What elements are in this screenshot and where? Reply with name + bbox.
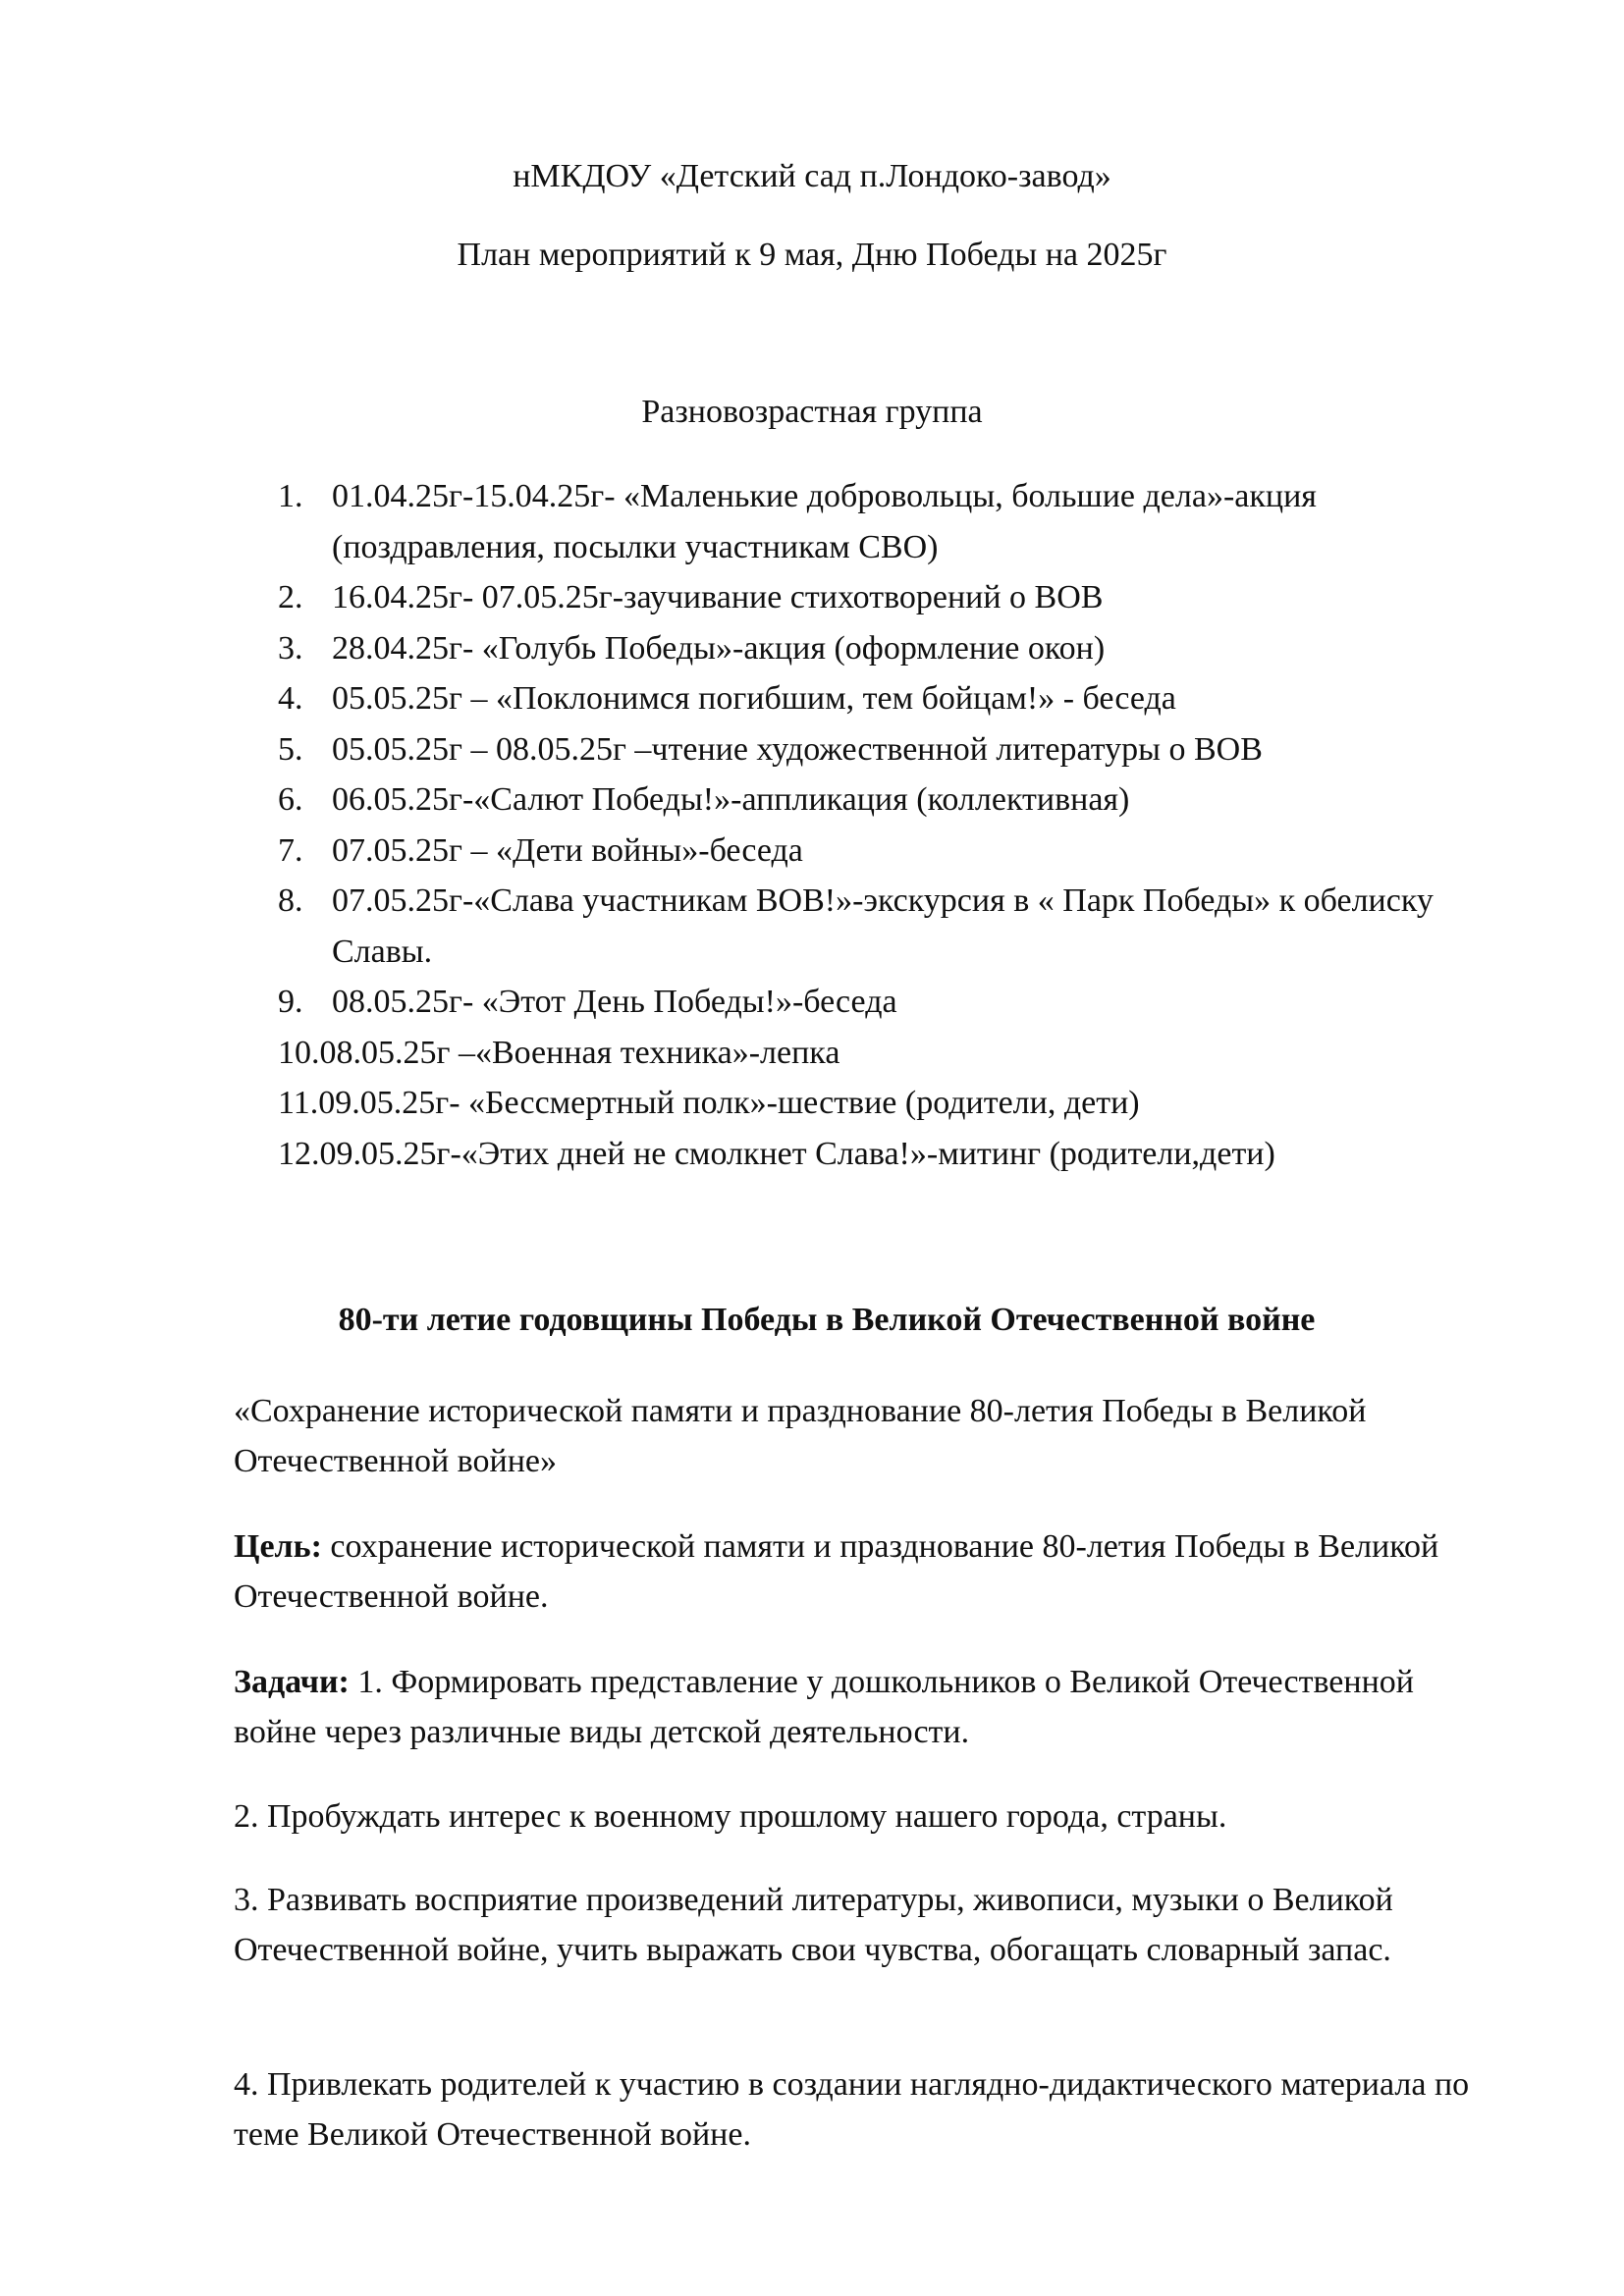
event-text: 16.04.25г- 07.05.25г-заучивание стихотворений о ВОВ — [332, 579, 1104, 615]
section-subtitle: «Сохранение исторической памяти и празднование 80-летия Победы в Великой Отечественной войне» — [234, 1393, 1367, 1479]
event-number: 5. — [278, 730, 303, 768]
event-number: 9. — [278, 984, 303, 1020]
organization-name: нМКДОУ «Детский сад п.Лондоко-завод» — [513, 158, 1111, 194]
event-text: 05.05.25г – 08.05.25г –чтение художественной литературы о ВОВ — [332, 730, 1263, 768]
event-text: 06.05.25г-«Салют Победы!»-аппликация (коллективная) — [332, 781, 1130, 818]
event-text: 01.04.25г-15.04.25г- «Маленькие добровольцы, большие дела»-акция (поздравления, посылки участникам СВО) — [332, 478, 1317, 565]
event-number: 3. — [278, 629, 303, 667]
goal-text: сохранение исторической памяти и празднование 80-летия Победы в Великой Отечественной войне. — [234, 1528, 1439, 1615]
event-text: 09.05.25г-«Этих дней не смолкнет Слава!»-митинг (родители,дети) — [319, 1135, 1275, 1172]
event-item — [0, 673, 1624, 724]
task-4-paragraph: 4. Привлекать родителей к участию в создании наглядно-дидактического материала по теме Великой Отечественной войне. — [234, 2066, 1470, 2153]
event-number: 4. — [278, 680, 303, 717]
event-number: 11. — [278, 1085, 319, 1121]
event-number: 1. — [278, 478, 303, 514]
event-item — [0, 572, 1624, 623]
event-item — [0, 977, 1624, 1028]
event-item — [0, 826, 1624, 877]
event-text: 07.05.25г-«Слава участникам ВОВ!»-экскурсия в « Парк Победы» к обелиску Славы. — [332, 882, 1434, 970]
task-3-paragraph: 3. Развивать восприятие произведений литературы, живописи, музыки о Великой Отечественной войне, учить выражать свои чувства, обогащать словарный запас. — [234, 1882, 1393, 1968]
event-item — [0, 471, 1624, 572]
event-number: 8. — [278, 882, 303, 919]
event-text: 05.05.25г – «Поклонимся погибшим, тем бойцам!» - беседа — [332, 680, 1176, 717]
event-text: 08.05.25г- «Этот День Победы!»-беседа — [332, 984, 897, 1020]
event-item — [0, 1028, 1624, 1079]
event-text: 28.04.25г- «Голубь Победы»-акция (оформление окон) — [332, 629, 1106, 667]
event-number: 2. — [278, 579, 303, 615]
event-item — [0, 1078, 1624, 1129]
event-text: 08.05.25г –«Военная техника»-лепка — [319, 1034, 840, 1071]
event-item — [0, 876, 1624, 977]
event-number: 10. — [278, 1034, 320, 1071]
event-item — [0, 623, 1624, 674]
event-item — [0, 1129, 1624, 1180]
plan-title: План мероприятий к 9 мая, Дню Победы на 2025г — [457, 237, 1167, 273]
task-1-text: 1. Формировать представление у дошкольников о Великой Отечественной войне через различные виды детской деятельности. — [234, 1664, 1414, 1750]
event-number: 6. — [278, 781, 303, 818]
events-list — [0, 471, 1624, 1179]
group-name: Разновозрастная группа — [641, 394, 983, 430]
event-number: 7. — [278, 831, 303, 869]
event-number: 12. — [278, 1135, 320, 1172]
event-text: 07.05.25г – «Дети войны»-беседа — [332, 831, 803, 869]
section-heading: 80-ти летие годовщины Победы в Великой Отечественной войне — [338, 1302, 1316, 1338]
event-item — [0, 724, 1624, 775]
event-item — [0, 774, 1624, 826]
tasks-label: Задачи: — [234, 1664, 350, 1700]
goal-label: Цель: — [234, 1528, 322, 1565]
task-2-paragraph: 2. Пробуждать интерес к военному прошлому нашего города, страны. — [234, 1798, 1227, 1835]
tasks-paragraph — [234, 1657, 1500, 1757]
event-text: 09.05.25г- «Бессмертный полк»-шествие (родители, дети) — [318, 1085, 1140, 1121]
goal-paragraph — [234, 1522, 1500, 1622]
